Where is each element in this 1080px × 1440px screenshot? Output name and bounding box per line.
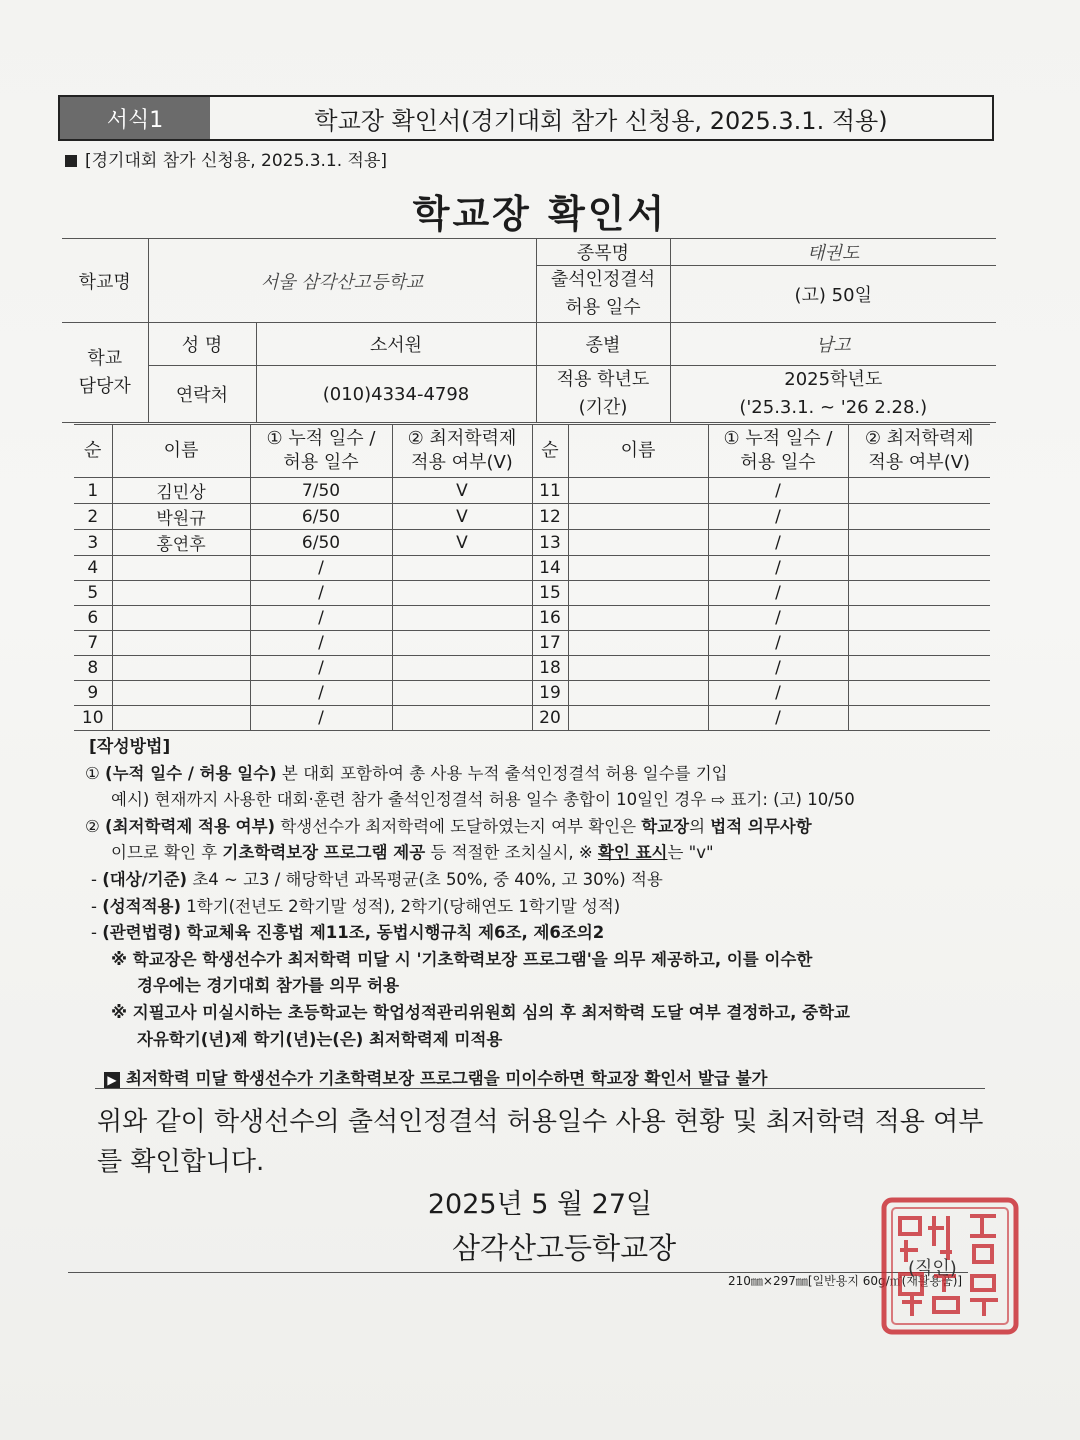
row-min-check-2: [848, 706, 990, 731]
allow-days-label-line1: 출석인정결석: [550, 269, 656, 290]
contact-label-line2: 담당자: [78, 375, 131, 397]
row-name-2: [568, 706, 708, 731]
row-no-2: 20: [532, 706, 568, 731]
table-row: [74, 478, 990, 504]
allow-days-label: [536, 266, 670, 323]
row-no-2: 12: [532, 504, 568, 530]
academic-year-value: [670, 366, 996, 423]
table-row: [74, 631, 990, 656]
instruction-grades: [85, 894, 985, 921]
instruction-target: [85, 867, 985, 894]
row-no-2: 11: [532, 478, 568, 504]
instr-2-principal: 학교장: [641, 816, 690, 836]
phone-value: (010)4334-4798: [256, 366, 536, 423]
instr-target-dash: -: [91, 869, 103, 889]
instr-target-heading: (대상/기준): [102, 869, 188, 889]
row-min-check-2: [848, 631, 990, 656]
form-header-bar: [58, 95, 994, 141]
row-no: 8: [74, 656, 112, 681]
row-name: [112, 581, 250, 606]
row-min-check-2: [848, 656, 990, 681]
row-no: 10: [74, 706, 112, 731]
col-header-no-2: 순: [532, 425, 568, 478]
row-days: 6/50: [250, 504, 392, 530]
row-days-2: /: [708, 556, 848, 581]
row-name: [112, 631, 250, 656]
col-header-days-line1: ① 누적 일수 /: [266, 428, 376, 449]
instruction-1-example: 예시) 현재까지 사용한 대회·훈련 참가 출석인정결석 허용 일수 총합이 10일인 경우 ⇨ 표기: (고) 10/50: [111, 790, 855, 810]
instruction-note-2-cont: 자유학기(년)제 학기(년)는(은) 최저학력제 미적용: [137, 1029, 503, 1049]
row-days: /: [250, 606, 392, 631]
row-name-2: [568, 530, 708, 556]
seal-label: (직인): [908, 1258, 957, 1279]
row-min-check: V: [392, 478, 532, 504]
row-name: [112, 681, 250, 706]
instructions-title: [작성방법]: [89, 737, 171, 757]
row-days-2: /: [708, 706, 848, 731]
row-days: 6/50: [250, 530, 392, 556]
instr-law-heading: (관련법령): [102, 923, 182, 943]
col-header-days-2-line1: ① 누적 일수 /: [723, 428, 833, 449]
row-min-check-2: [848, 606, 990, 631]
row-name: [112, 706, 250, 731]
instruction-note-1-cont: 경우에는 경기대회 참가를 의무 허용: [137, 976, 400, 996]
phone-label: 연락처: [148, 366, 256, 423]
instr-2-legal-duty: 법적 의무사항: [710, 816, 812, 836]
student-roster-table: [74, 424, 990, 731]
row-min-check: V: [392, 504, 532, 530]
academic-year-period: ('25.3.1. ~ '26 2.28.): [739, 397, 928, 418]
table-row: [74, 706, 990, 731]
row-name: [112, 606, 250, 631]
instruction-law: [85, 920, 985, 947]
row-no-2: 18: [532, 656, 568, 681]
row-days-2: /: [708, 530, 848, 556]
row-name: [112, 656, 250, 681]
row-min-check: [392, 606, 532, 631]
row-no-2: 19: [532, 681, 568, 706]
school-name-value: 서울 삼각산고등학교: [148, 239, 536, 323]
col-header-min-2-line2: 적용 여부(V): [868, 452, 971, 473]
col-header-days-2-line2: 허용 일수: [740, 452, 816, 473]
instr-2-mark: 확인 표시: [597, 843, 668, 863]
instr-2-cont-e: 는 "v": [667, 843, 714, 863]
row-name-2: [568, 656, 708, 681]
instr-2-program: 기초학력보장 프로그램 제공: [222, 843, 426, 863]
row-no: 9: [74, 681, 112, 706]
document-title: 학교장 확인서: [412, 192, 668, 236]
table-row: [74, 656, 990, 681]
contact-label-line1: 학교: [87, 347, 123, 369]
col-header-min-academic-2: [848, 425, 990, 478]
instr-1-heading: (누적 일수 / 허용 일수): [105, 763, 277, 783]
row-name: 박원규: [112, 504, 250, 530]
row-days: /: [250, 656, 392, 681]
instr-grades-heading: (성적적용): [102, 896, 182, 916]
row-min-check: V: [392, 530, 532, 556]
table-row: [74, 606, 990, 631]
instr-law-text: 학교체육 진흥법 제11조, 동법시행규칙 제6조, 제6조의2: [181, 923, 605, 943]
row-days: /: [250, 556, 392, 581]
allow-days-value: (고) 50일: [670, 266, 996, 323]
instruction-2-cont: [85, 840, 985, 867]
academic-year-label-line2: (기간): [578, 397, 628, 418]
row-name-2: [568, 504, 708, 530]
instr-2-heading: (최저학력제 적용 여부): [105, 816, 276, 836]
form-header-title: 학교장 확인서(경기대회 참가 신청용, 2025.3.1. 적용): [314, 106, 888, 135]
row-min-check: [392, 656, 532, 681]
principal-signature: 삼각산고등학교장: [452, 1231, 677, 1265]
confirmation-statement: 위와 같이 학생선수의 출석인정결석 허용일수 사용 현황 및 최저학력 적용 여부를 확인합니다.: [97, 1107, 984, 1177]
table-row: [74, 681, 990, 706]
row-min-check: [392, 681, 532, 706]
form-subtitle-text: [경기대회 참가 신청용, 2025.3.1. 적용]: [85, 151, 388, 171]
roster-header-row: [74, 425, 990, 478]
issuance-notice-text: 최저학력 미달 학생선수가 기초학력보장 프로그램을 미이수하면 학교장 확인서 발급 불가: [126, 1069, 768, 1088]
row-days: /: [250, 706, 392, 731]
instruction-note-1: ※ 학교장은 학생선수가 최저학력 미달 시 '기초학력보장 프로그램'을 의무 제공하고, 이를 이수한: [111, 949, 813, 969]
official-seal-stamp: [878, 1194, 1022, 1338]
arrow-right-icon: ▶: [104, 1072, 120, 1088]
issue-date: 2025년 5 월 27일: [427, 1189, 653, 1220]
instr-grades-dash: -: [91, 896, 103, 916]
instruction-2: [85, 814, 985, 841]
col-header-min-line1: ② 최저학력제: [407, 428, 517, 449]
row-no: 2: [74, 504, 112, 530]
col-header-min-2-line1: ② 최저학력제: [864, 428, 974, 449]
instr-2-cont-c: 등 적절한 조치실시, ※: [425, 843, 598, 863]
row-min-check: [392, 631, 532, 656]
table-row: [74, 556, 990, 581]
row-days-2: /: [708, 606, 848, 631]
col-header-name: 이름: [112, 425, 250, 478]
table-row: [74, 530, 990, 556]
table-row: [74, 581, 990, 606]
row-min-check: [392, 556, 532, 581]
row-min-check: [392, 581, 532, 606]
col-header-days: [250, 425, 392, 478]
table-row: [74, 504, 990, 530]
col-header-name-2: 이름: [568, 425, 708, 478]
info-table: [62, 238, 996, 423]
instr-target-text: 초4 ~ 고3 / 해당학년 과목평균(초 50%, 중 40%, 고 30%) 적용: [187, 869, 663, 889]
row-name-2: [568, 681, 708, 706]
allow-days-label-line2: 허용 일수: [565, 297, 641, 318]
person-name-label: 성 명: [148, 323, 256, 366]
person-name-value: 소서원: [256, 323, 536, 366]
row-no: 5: [74, 581, 112, 606]
row-name: 홍연후: [112, 530, 250, 556]
row-min-check-2: [848, 556, 990, 581]
academic-year-label-line1: 적용 학년도: [556, 369, 650, 390]
row-min-check-2: [848, 478, 990, 504]
row-min-check-2: [848, 581, 990, 606]
row-days-2: /: [708, 581, 848, 606]
instr-2-marker: ②: [85, 816, 106, 836]
instruction-note-2: ※ 지필고사 미실시하는 초등학교는 학업성적관리위원회 심의 후 최저학력 도달 여부 결정하고, 중학교: [111, 1002, 850, 1022]
row-days-2: /: [708, 656, 848, 681]
row-name-2: [568, 581, 708, 606]
instr-2-text: 학생선수가 최저학력에 도달하였는지 여부 확인은: [275, 816, 642, 836]
school-name-label: 학교명: [62, 239, 148, 323]
sport-value: 태권도: [670, 239, 996, 266]
sport-label: 종목명: [536, 239, 670, 266]
row-name-2: [568, 556, 708, 581]
row-days: /: [250, 581, 392, 606]
row-no: 3: [74, 530, 112, 556]
row-no-2: 14: [532, 556, 568, 581]
row-days-2: /: [708, 681, 848, 706]
instr-2-particle: 의: [689, 816, 711, 836]
instr-2-cont-a: 이므로 확인 후: [111, 843, 223, 863]
instr-1-text: 본 대회 포함하여 총 사용 누적 출석인정결석 허용 일수를 기입: [276, 763, 728, 783]
issuance-notice: [104, 1065, 767, 1089]
col-header-days-line2: 허용 일수: [283, 452, 359, 473]
row-min-check-2: [848, 504, 990, 530]
row-min-check-2: [848, 681, 990, 706]
academic-year-label: [536, 366, 670, 423]
notice-rule: [95, 1088, 985, 1089]
row-no: 4: [74, 556, 112, 581]
row-days: /: [250, 631, 392, 656]
form-subtitle: [65, 146, 387, 171]
row-days: /: [250, 681, 392, 706]
instr-grades-text: 1학기(전년도 2학기말 성적), 2학기(당해연도 1학기말 성적): [181, 896, 621, 916]
category-value: 남고: [670, 323, 996, 366]
row-name-2: [568, 606, 708, 631]
row-days: 7/50: [250, 478, 392, 504]
col-header-days-2: [708, 425, 848, 478]
roster-body: [74, 425, 990, 731]
row-no-2: 13: [532, 530, 568, 556]
instr-1-marker: ①: [85, 763, 106, 783]
square-bullet-icon: [65, 155, 77, 167]
row-min-check: [392, 706, 532, 731]
row-name-2: [568, 631, 708, 656]
row-name-2: [568, 478, 708, 504]
row-no: 7: [74, 631, 112, 656]
row-days-2: /: [708, 631, 848, 656]
row-no: 1: [74, 478, 112, 504]
row-days-2: /: [708, 504, 848, 530]
paper-spec: 210㎜×297㎜[일반용지 60g/㎡(재활용품)]: [728, 1274, 963, 1288]
row-no: 6: [74, 606, 112, 631]
academic-year-value-line1: 2025학년도: [784, 369, 883, 390]
row-no-2: 15: [532, 581, 568, 606]
instr-law-dash: -: [91, 923, 103, 943]
contact-person-label: [62, 323, 148, 423]
category-label: 종별: [536, 323, 670, 366]
col-header-min-line2: 적용 여부(V): [411, 452, 513, 473]
instruction-1: [85, 761, 985, 788]
row-name: [112, 556, 250, 581]
row-no-2: 17: [532, 631, 568, 656]
writing-instructions: [85, 734, 985, 1053]
row-name: 김민상: [112, 478, 250, 504]
col-header-min-academic: [392, 425, 532, 478]
row-no-2: 16: [532, 606, 568, 631]
row-min-check-2: [848, 530, 990, 556]
form-number-tag: 서식1: [60, 97, 210, 139]
row-days-2: /: [708, 478, 848, 504]
col-header-no: 순: [74, 425, 112, 478]
